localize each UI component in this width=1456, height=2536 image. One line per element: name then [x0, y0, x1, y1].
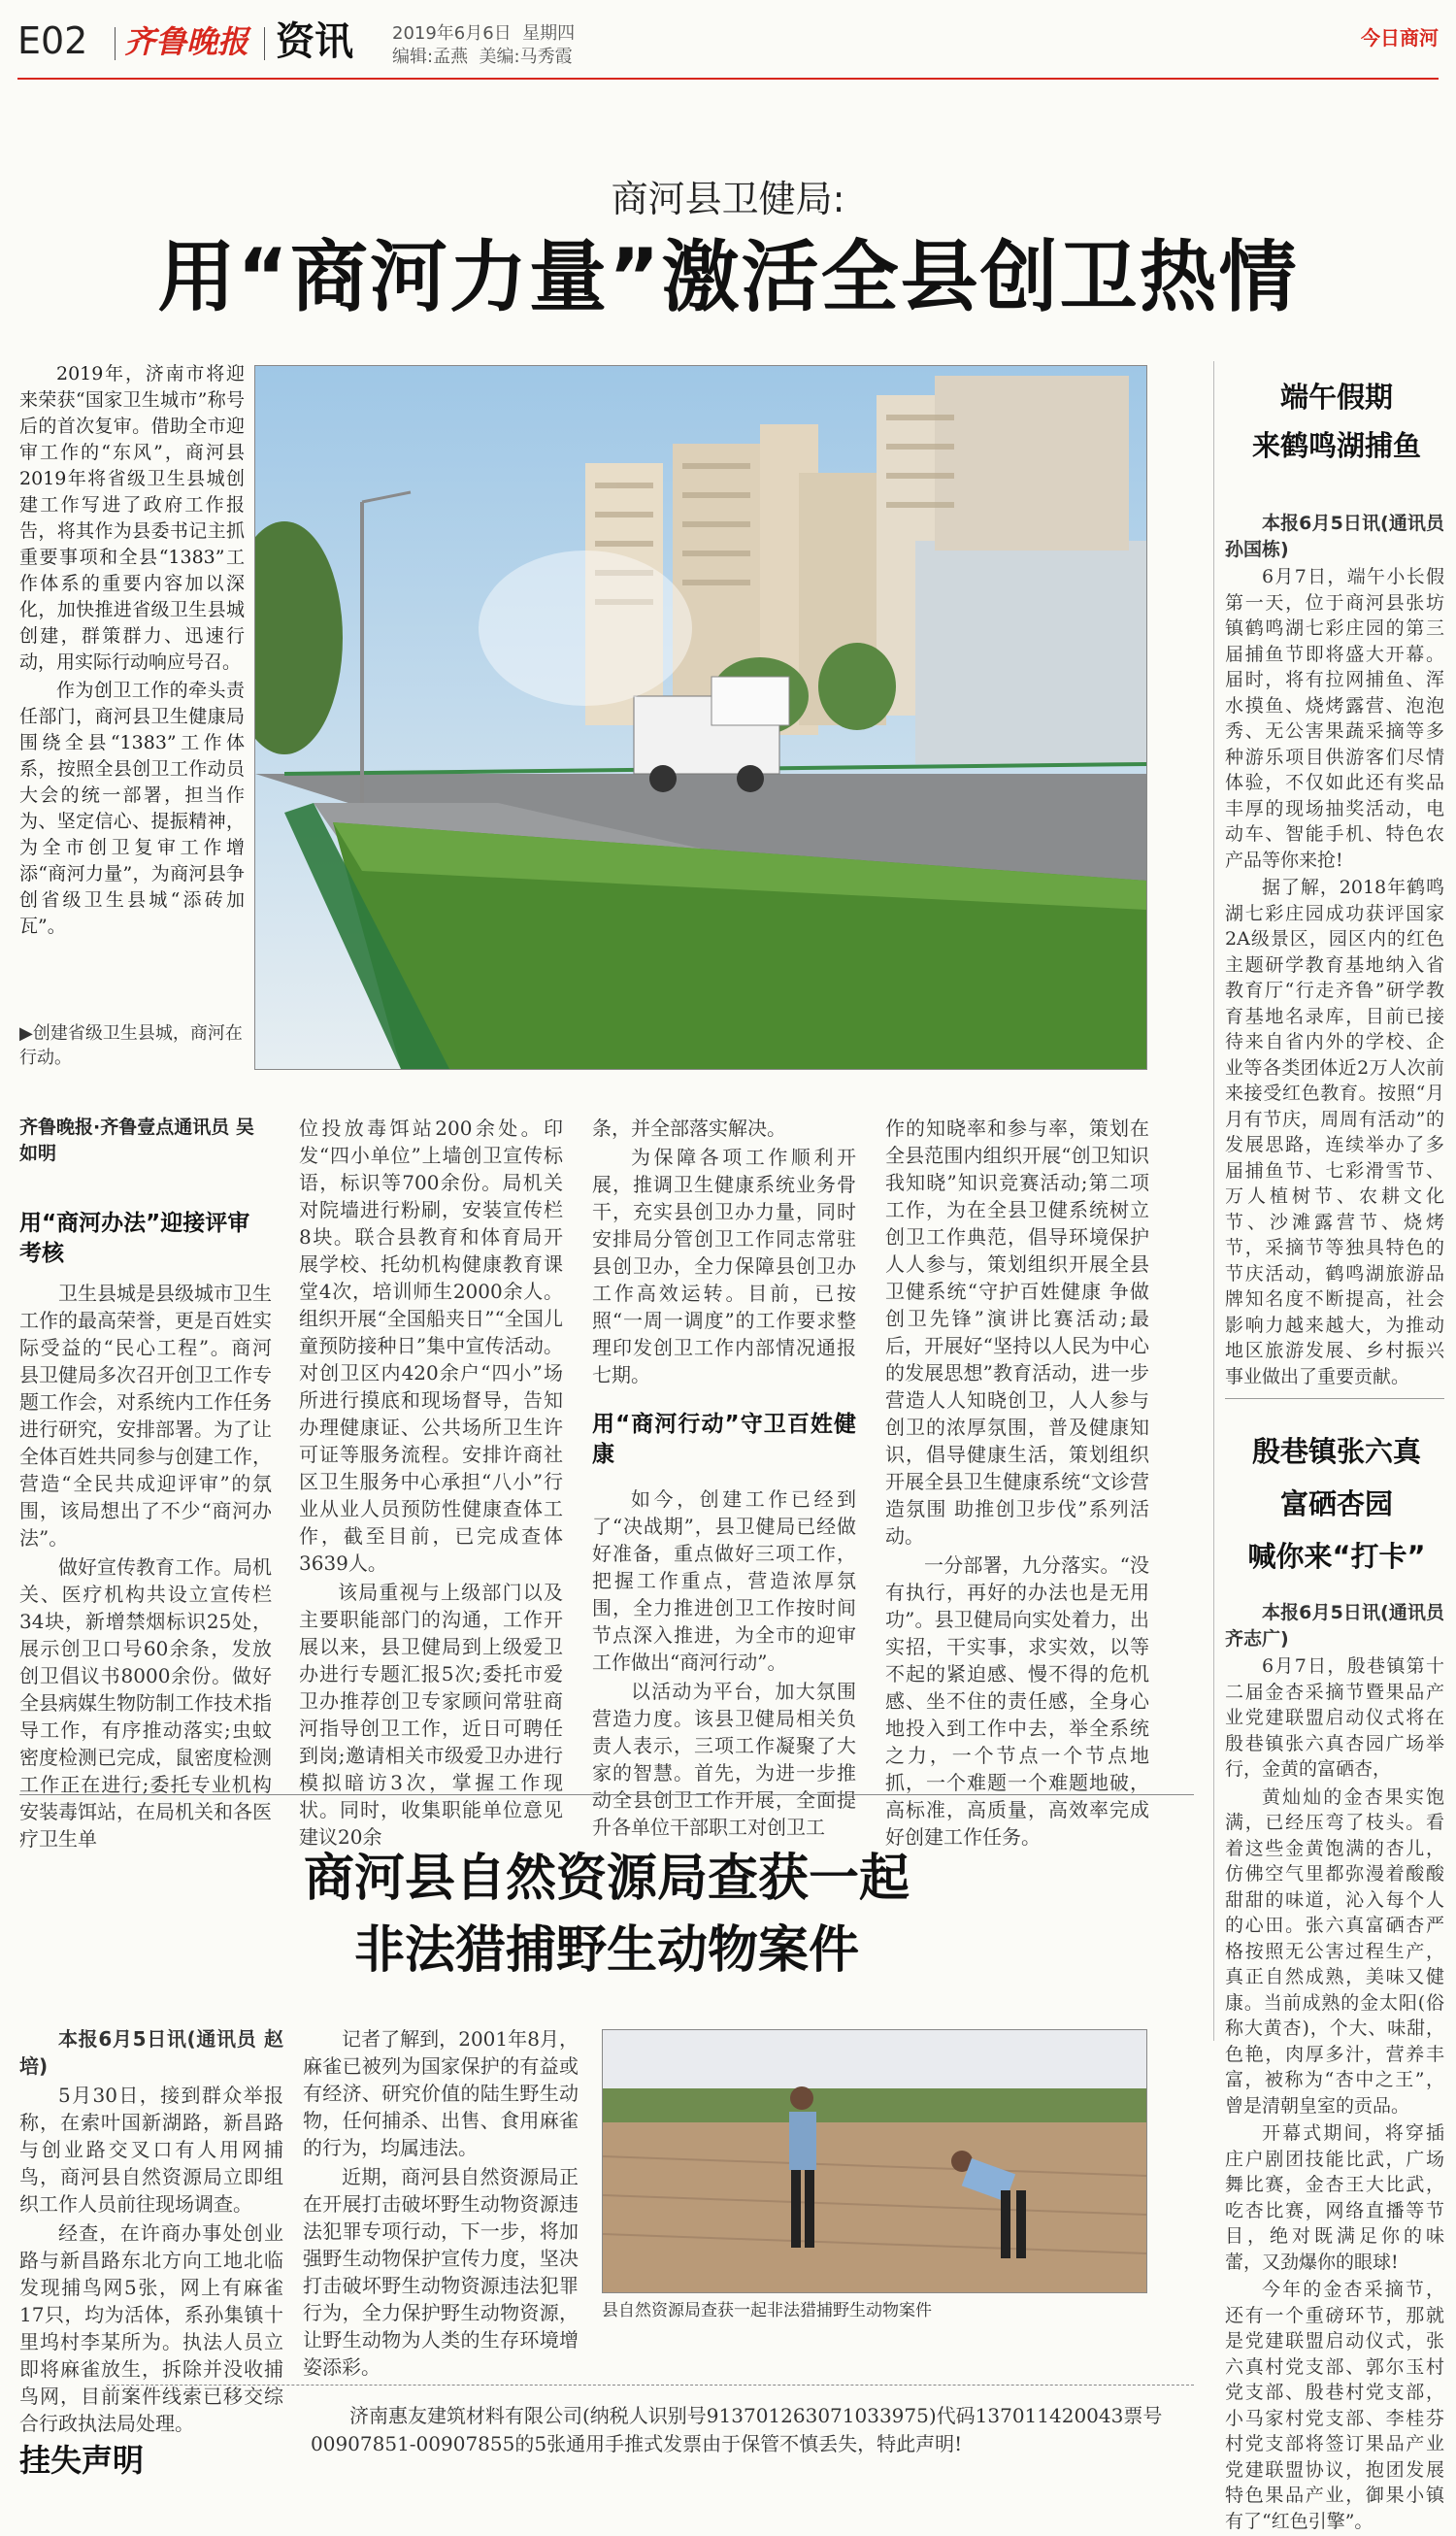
headline-line: 喊你来“打卡”: [1247, 1540, 1426, 1573]
page-number: E02: [17, 19, 88, 62]
body-paragraph: 据了解，2018年鹤鸣湖七彩庄园成功获评国家2A级景区，园区内的红色主题研学教育基地纳入省教育厅“行走齐鲁”研学教育基地名录库，目前已接待来自省内外的学校、企业等各类团体近2万人次前来接受红色教育。按照“月月有节庆，周周有活动”的发展思路，连续举办了多届捕鱼节、七彩滑雪节、万人植树节、农耕文化节、沙滩露营节、烧烤节，采摘节等独具特色的节庆活动，鹤鸣湖旅游品牌知名度不断提高，社会影响力越来越大，为推动地区旅游发展、乡村振兴事业做出了重要贡献。: [1225, 877, 1444, 1387]
lead-paragraph: 2019年，济南市将迎来荣获“国家卫生城市”称号后的首次复审。借助全市迎审工作的“东风”，商河县2019年将省级卫生县城创建工作写进了政府工作报告，将其作为县委书记主抓重要事项和全县“1383”工作体系的重要内容加以深化，加快推进省级卫生县城创建，群策群力、迅速行动，用实际行动响应号召。: [19, 363, 245, 673]
main-subhead-1: 用“商河办法”迎接评审考核: [19, 1211, 250, 1266]
body-paragraph: 6月7日，殷巷镇第十二届金杏采摘节暨果品产业党建联盟启动仪式将在殷巷镇张六真杏园广场举行，金黄的富硒杏，: [1225, 1655, 1444, 1780]
side-divider: [1225, 1398, 1444, 1399]
headline-line: 来鹤鸣湖捕鱼: [1251, 429, 1421, 462]
notice-divider: [107, 2385, 1194, 2386]
body-paragraph: 条，并全部落实解决。: [592, 1117, 786, 1140]
story2-col-2: [303, 2025, 579, 2383]
body-paragraph: 一分部署，九分落实。“没有执行，再好的办法也是无用功”。县卫健局向实处着力，出实招，干实事，求实效，以等不起的紧迫感、慢不得的危机感、坐不住的责任感，全身心地投入到工作中去，举全系统之力，一个节点一个节点地抓，一个难题一个难题地破，高标准，高质量，高效率完成好创建工作任务。: [885, 1553, 1149, 1849]
main-body-col-3: [592, 1115, 856, 1843]
body-paragraph: 今年的金杏采摘节，还有一个重磅环节，那就是党建联盟启动仪式，张六真村党支部、郭尔玉村党支部、殷巷村党支部，小马家村党支部、李桂芬村党支部将签订果品产业党建联盟协议，抱团发展特色果品产业，御果小镇有了“红色引擎”。: [1225, 2279, 1444, 2532]
body-paragraph: 近期，商河县自然资源局正在开展打击破坏野生动物资源违法犯罪专项行动，下一步，将加强野生动物保护宣传力度，坚决打击破坏野生动物资源违法犯罪行为，全力保护野生动物资源，让野生动物为人类的生存环境增姿添彩。: [303, 2165, 579, 2379]
main-lead-column: [19, 361, 245, 942]
editor-credits: [392, 47, 573, 68]
body-paragraph: 为保障各项工作顺利开展，推调卫生健康系统业务骨干，充实县创卫办力量，同时安排局分管创卫工作同志常驻县创卫办，全力保障县创卫办工作高效运转。目前，已按照“一周一调度”的工作要求整理印发创卫工作内部情况通报七期。: [592, 1146, 856, 1386]
street-photo-graphic: [255, 366, 1146, 1069]
body-paragraph: 做好宣传教育工作。局机关、医疗机构共设立宣传栏34块，新增禁烟标识25处，展示创卫口号60余条，发放创卫倡议书8000余份。做好全县病媒生物防制工作技术指导工作，有序推动落实;虫蚊密度检测已完成，鼠密度检测工作正在进行;委托专业机构安装毒饵站，在局机关和各医疗卫生单: [19, 1555, 272, 1851]
body-paragraph: 记者了解到，2001年8月，麻雀已被列为国家保护的有益或有经济、研究价值的陆生野生动物，任何捕杀、出售、食用麻雀的行为，均属违法。: [303, 2027, 579, 2159]
field-investigation-photo: [602, 2029, 1147, 2293]
street-cleaning-photo: [254, 365, 1147, 1070]
editor-text: 编辑:孟燕: [392, 47, 469, 67]
side-story-1-headline: [1225, 373, 1448, 470]
body-paragraph: 该局重视与上级部门以及主要职能部门的沟通，工作开展以来，县卫健局到上级爱卫办进行专题汇报5次;委托市爱卫办推荐创卫专家顾问常驻商河指导创卫工作，近日可聘任到岗;邀请相关市级爱卫办进行模拟暗访3次，掌握工作现状。同时，收集职能单位意见建议20余: [299, 1581, 563, 1849]
body-paragraph: 卫生县城是县级城市卫生工作的最高荣誉，更是百姓实际受益的“民心工程”。商河县卫健局多次召开创卫工作专题工作会，对系统内工作任务进行研究，安排部署。为了让全体百姓共同参与创建工作，营造“全民共成迎评审”的氛围，该局想出了不少“商河办法”。: [19, 1282, 272, 1550]
header-rule: [17, 78, 1439, 80]
field-photo-graphic: [603, 2030, 1146, 2292]
header-divider: [115, 27, 116, 60]
notice-text: 济南惠友建筑材料有限公司(纳税人识别号91370126307103397​5)代码1370114200​43票号00907851-00907855的5张通用手推式发票由于保管不慎丢失，特此声明!: [311, 2404, 1163, 2455]
story-divider: [19, 1794, 1194, 1795]
headline-line: 殷巷镇张六真: [1251, 1435, 1421, 1468]
right-column-rule: [1213, 361, 1214, 2041]
side-story-2-body: [1225, 1600, 1444, 2536]
date-text: 2019年6月6日: [392, 23, 512, 44]
main-subhead-2: 用“商河行动”守卫百姓健康: [592, 1412, 856, 1467]
body-paragraph: 经查，在许商办事处创业路与新昌路东北方向工地北临发现捕鸟网5张，网上有麻雀17只，均为活体，系孙集镇十里坞村李某所为。执法人员立即将麻雀放生，拆除并没收捕鸟网，目前案件线索已移交综合行政执法局处理。: [19, 2221, 283, 2435]
body-paragraph: 开幕式期间，将穿插庄户剧团技能比武，广场舞比赛，金杏王大比武，吃杏比赛，网络直播等节目，绝对既满足你的味蕾，又劲爆你的眼球!: [1225, 2122, 1444, 2273]
headline-line: 端午假期: [1279, 381, 1393, 414]
header-divider: [264, 27, 265, 60]
story2-photo-caption: 县自然资源局查获一起非法猎捕野生动物案件: [602, 2301, 932, 2320]
body-paragraph: 黄灿灿的金杏果实饱满，已经压弯了枝头。看着这些金黄饱满的杏儿，仿佛空气里都弥漫着酸酸甜甜的味道，沁入每个人的心田。张六真富硒杏严格按照无公害过程生产，真正自然成熟，美味又健康。当前成熟的金太阳(俗称大黄杏)，个大、味甜，色艳，肉厚多汁，营养丰富，被称为“杏中之王”，曾是清朝皇室的贡品。: [1225, 1785, 1444, 2117]
notice-title: 挂失声明: [19, 2442, 145, 2479]
issue-date: [392, 23, 575, 45]
body-paragraph: 5月30日，接到群众举报称，在索叶国新湖路，新昌路与创业路交叉口有人用网捕鸟，商河县自然资源局立即组织工作人员前往现场调查。: [19, 2084, 283, 2216]
headline-line: 商河县自然资源局查获一起: [303, 1850, 910, 1908]
main-body-col-1: [19, 1280, 272, 1854]
body-paragraph: 作的知晓率和参与率，策划在全县范围内组织开展“创卫知识我知晓”知识竞赛活动;第二项工作，为在全县卫健系统树立创卫工作典范，倡导环境保护人人参与，策划组织开展全县卫健系统“守护百姓健康 争做创卫先锋”演讲比赛活动;最后，开展好“坚持以人民为中心的发展思想”教育活动，进一步营造人人知晓创卫，人人参与创卫的浓厚氛围，普及健康知识，倡导健康生活，策划组织开展全县卫生健康系统“文诊营造氛围 助推创卫步伐”系列活动。: [885, 1117, 1149, 1548]
main-headline: 用“商河力量”激活全县创卫热情: [157, 232, 1299, 322]
main-kicker: 商河县卫健局:: [611, 178, 845, 220]
side-byline: 本报6月5日讯(通讯员 齐志广): [1225, 1602, 1444, 1650]
body-paragraph: 位投放毒饵站200余处。印发“四小单位”上墙创卫宣传标语，标识等700余份。局机关对院墙进行粉刷，安装宣传栏8块。联合县教育和体育局开展学校、托幼机构健康教育课堂4次，培训师生2000余人。组织开展“全国船夹日”“全国儿童预防接种日”集中宣传活动。对创卫区内420余户“四小”场所进行摸底和现场督导，告知办理健康证、公共场所卫生许可证等服务流程。安排许商社区卫生服务中心承担“八小”行业从业人员预防性健康查体工作，截至目前，已完成查体3639人。: [299, 1117, 563, 1575]
main-body-col-4: [885, 1115, 1149, 1852]
body-paragraph: 6月7日，端午小长假第一天，位于商河县张坊镇鹤鸣湖七彩庄园的第三届捕鱼节即将盛大开幕。届时，将有拉网捕鱼、浑水摸鱼、烧烤露营、泡泡秀、无公害果蔬采摘等多种游乐项目供游客们尽情体验，不仅如此还有奖品丰厚的现场抽奖活动，电动车、智能手机、特色农产品等你来抢!: [1225, 566, 1444, 871]
side-byline: 本报6月5日讯(通讯员 孙国栋): [1225, 513, 1444, 560]
main-byline: 齐鲁晚报·齐鲁壹点通讯员 吴如明: [19, 1117, 254, 1164]
weekday-text: 星期四: [522, 23, 576, 44]
headline-line: 富硒杏园: [1279, 1487, 1393, 1520]
side-story-1-body: [1225, 511, 1444, 1391]
main-photo-caption: ▶创建省级卫生县城，商河在行动。: [19, 1023, 243, 1068]
edition-name: 今日商河: [1361, 26, 1439, 50]
side-story-2-headline: [1225, 1425, 1448, 1583]
body-paragraph: 以活动为平台，加大氛围营造力度。该县卫健局相关负责人表示，三项工作凝聚了大家的智慧。首先，为进一步推动全县创卫工作开展，全面提升各单位干部职工对创卫工: [592, 1680, 856, 1839]
story2-headline: [19, 1843, 1194, 1986]
body-paragraph: 如今，创建工作已经到了“决战期”，县卫健局已经做好准备，重点做好三项工作，把握工作重点，营造浓厚氛围，全力推进创卫工作按时间节点深入推进，为全市的迎审工作做出“商河行动”。: [592, 1487, 856, 1674]
section-name: 资讯: [276, 19, 353, 64]
designer-text: 美编:马秀霞: [479, 47, 573, 67]
story2-col-1: [19, 2025, 283, 2439]
paper-logo: 齐鲁晚报: [124, 23, 249, 60]
story2-byline: 本报6月5日讯(通讯员 赵培): [19, 2027, 283, 2078]
headline-line: 非法猎捕野生动物案件: [353, 1921, 859, 1980]
lead-paragraph: 作为创卫工作的牵头责任部门，商河县卫生健康局围绕全县“1383”工作体系，按照全县创卫工作动员大会的统一部署，担当作为、坚定信心、提振精神，为全市创卫复审工作增添“商河力量”，为商河县争创省级卫生县城“添砖加瓦”。: [19, 680, 245, 937]
main-body-col-2: [299, 1115, 563, 1852]
